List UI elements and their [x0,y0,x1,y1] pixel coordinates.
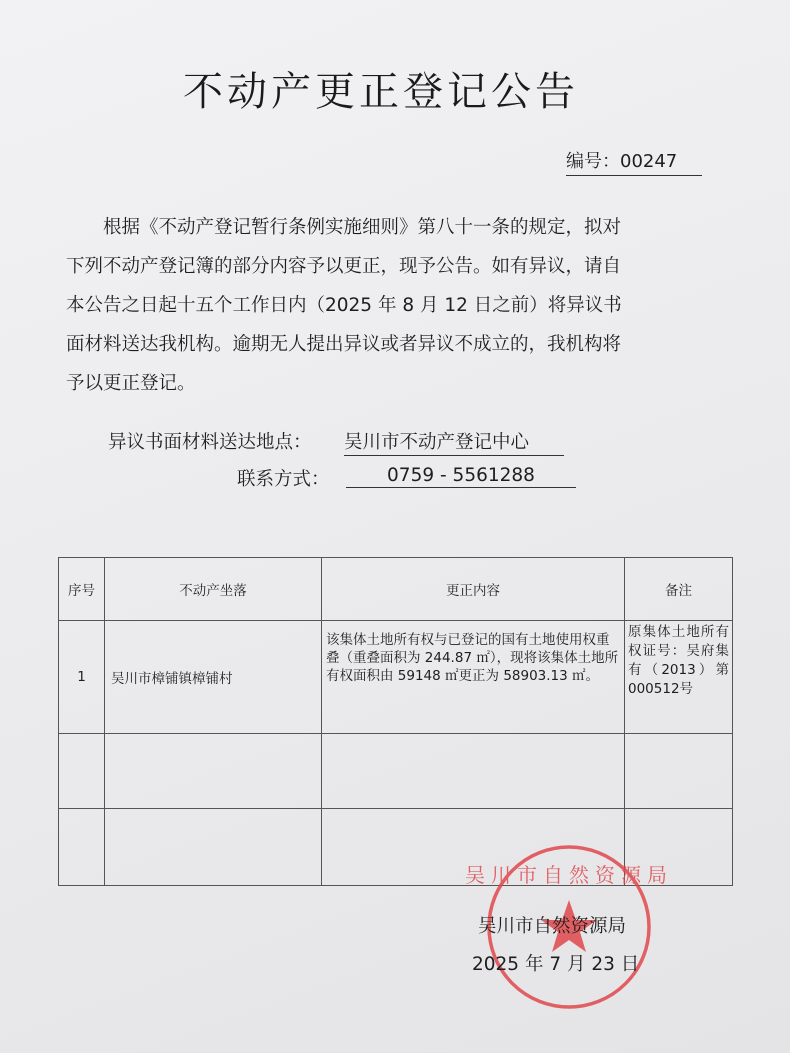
body-line: 予以更正登记。 [66,373,196,394]
empty-cell [59,809,105,886]
table-row-empty [59,734,733,809]
contact-value: 0759 - 5561288 [346,465,576,488]
cell-content: 该集体土地所有权与已登记的国有土地使用权重叠（重叠面积为 244.87 ㎡），现将该集体土地所有权面积由 59148 ㎡更正为 58903.13 ㎡。 [322,621,625,734]
correction-table [58,557,733,886]
page-title: 不动产更正登记公告 [183,69,579,115]
table-row [59,621,733,734]
body-line: 面材料送达我机构。逾期无人提出异议或者异议不成立的，我机构将 [66,334,622,355]
notice-body [66,208,716,403]
body-line: 下列不动产登记簿的部分内容予以更正，现予公告。如有异议，请自 [66,256,622,277]
empty-cell [625,734,733,809]
issue-date: 2025 年 7 月 23 日 [472,954,640,975]
header-seq: 序号 [59,558,105,621]
cell-location: 吴川市樟铺镇樟铺村 [105,621,322,734]
address-label: 异议书面材料送达地点： [108,432,312,453]
contact-label: 联系方式： [237,469,330,490]
address-value: 吴川市不动产登记中心 [344,428,564,456]
body-line: 本公告之日起十五个工作日内（2025 年 8 月 12 日之前）将异议书 [66,295,622,316]
table-header-row [59,558,733,621]
svg-text:吴川市自然资源局: 吴川市自然资源局 [465,863,673,887]
header-content: 更正内容 [322,558,625,621]
empty-cell [105,809,322,886]
header-location: 不动产坐落 [105,558,322,621]
body-line: 根据《不动产登记暂行条例实施细则》第八十一条的规定，拟对 [66,217,622,238]
cell-note: 原集体土地所有权证号：吴府集有（2013）第000512号 [625,621,733,734]
header-note: 备注 [625,558,733,621]
issuer-name: 吴川市自然资源局 [478,916,627,937]
doc-number: 编号：00247 [566,147,702,176]
empty-cell [59,734,105,809]
empty-cell [105,734,322,809]
cell-seq: 1 [59,621,105,734]
empty-cell [322,734,625,809]
